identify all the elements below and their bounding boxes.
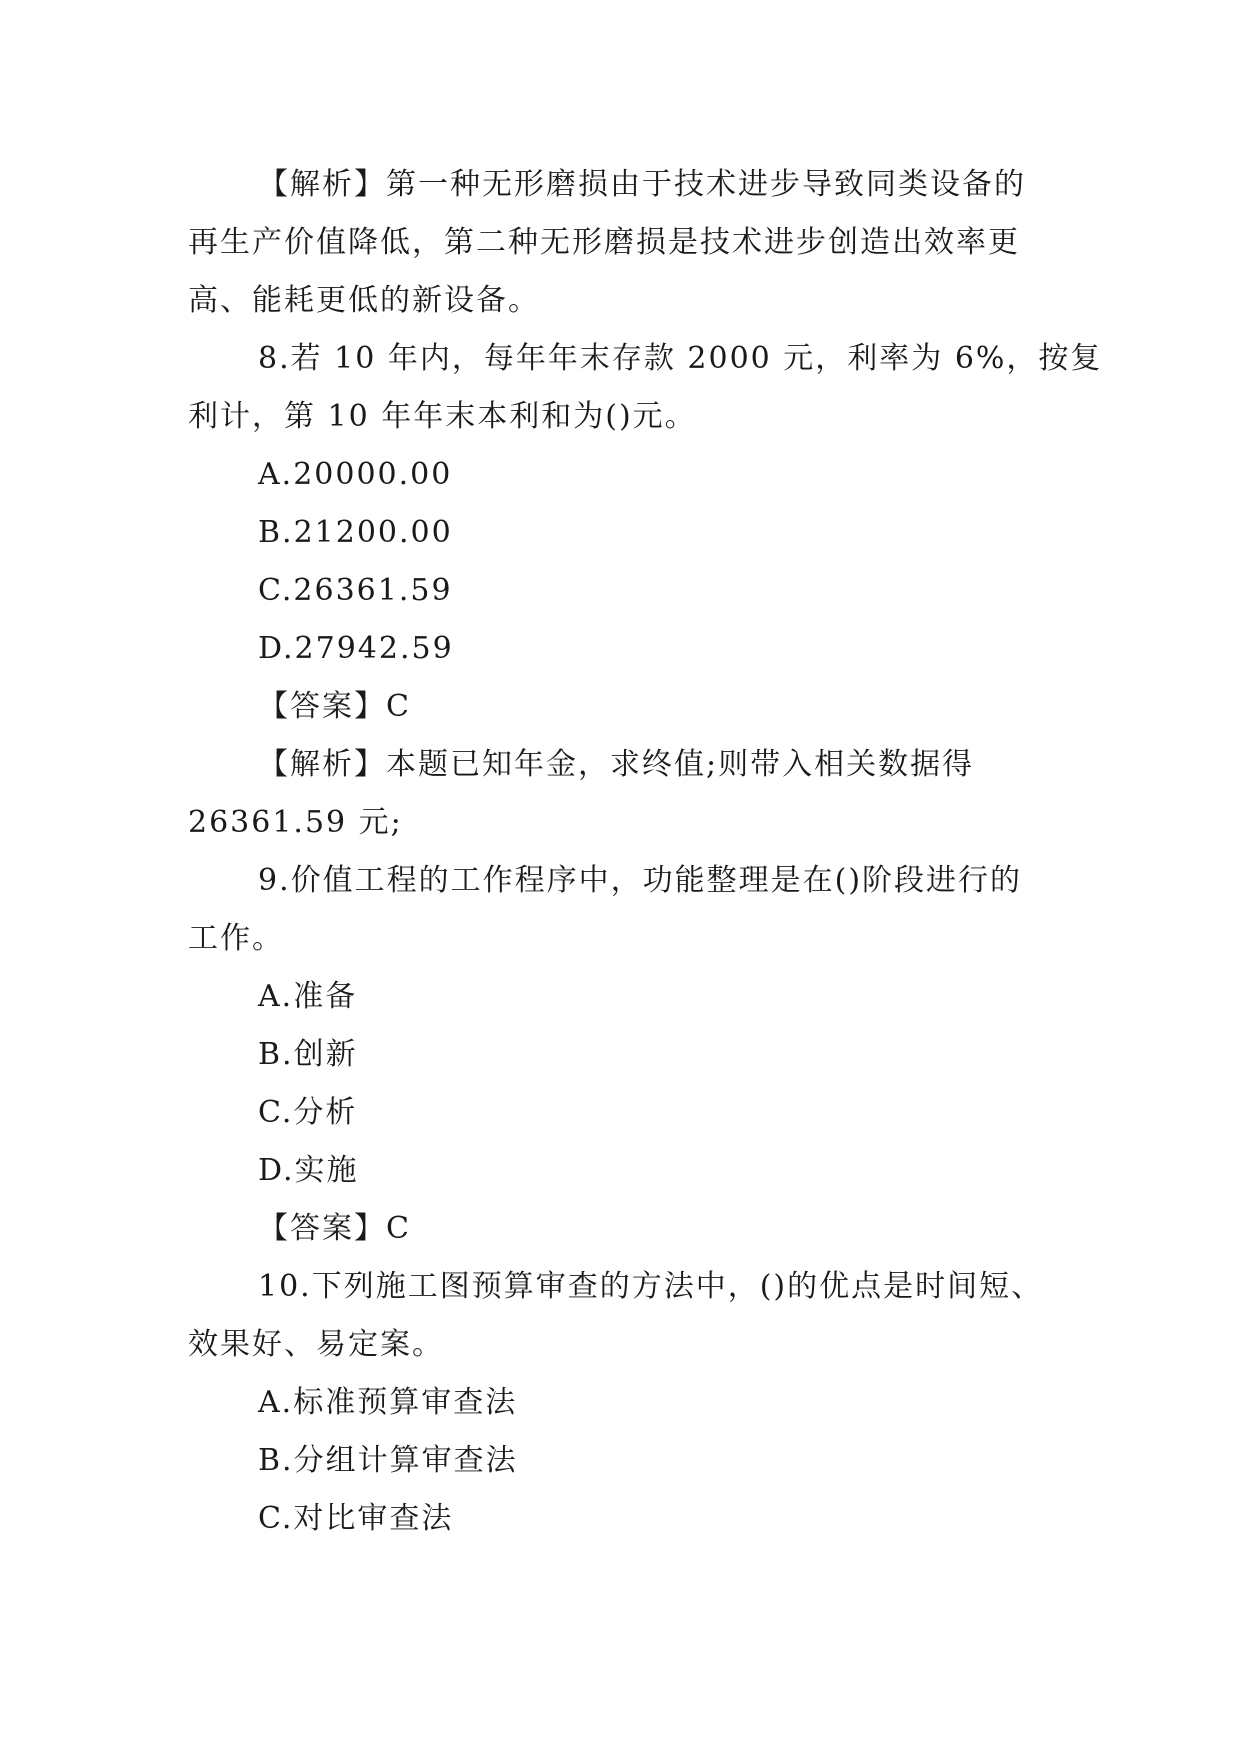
explanation-q7-line-1: 【解析】第一种无形磨损由于技术进步导致同类设备的: [258, 167, 1026, 202]
question-9-option-a: A.准备: [258, 979, 358, 1014]
question-10-option-b: B.分组计算审查法: [258, 1443, 518, 1478]
question-9-stem-line-2: 工作。: [188, 921, 284, 956]
question-8-explanation-line-2: 26361.59 元;: [188, 805, 403, 840]
question-9-stem-line-1: 9.价值工程的工作程序中，功能整理是在()阶段进行的: [258, 863, 1023, 898]
question-8-option-b: B.21200.00: [258, 515, 453, 550]
explanation-q7-line-2: 再生产价值降低，第二种无形磨损是技术进步创造出效率更: [188, 225, 1020, 260]
question-10-stem-line-2: 效果好、易定案。: [188, 1327, 444, 1362]
question-10-option-c: C.对比审查法: [258, 1501, 454, 1536]
question-8-option-c: C.26361.59: [258, 573, 453, 608]
explanation-q7-line-3: 高、能耗更低的新设备。: [188, 283, 540, 318]
question-8-answer: 【答案】C: [258, 689, 411, 724]
question-8-option-a: A.20000.00: [258, 457, 453, 492]
question-8-stem-line-2: 利计，第 10 年年末本利和为()元。: [188, 399, 697, 434]
question-9-option-d: D.实施: [258, 1153, 359, 1188]
question-9-option-b: B.创新: [258, 1037, 358, 1072]
question-10-option-a: A.标准预算审查法: [258, 1385, 518, 1420]
question-8-explanation-line-1: 【解析】本题已知年金，求终值;则带入相关数据得: [258, 747, 975, 782]
question-9-answer: 【答案】C: [258, 1211, 411, 1246]
question-9-option-c: C.分析: [258, 1095, 358, 1130]
question-8-option-d: D.27942.59: [258, 631, 454, 666]
question-8-stem-line-1: 8.若 10 年内，每年年末存款 2000 元，利率为 6%，按复: [258, 341, 1103, 376]
question-10-stem-line-1: 10.下列施工图预算审查的方法中，()的优点是时间短、: [258, 1269, 1044, 1304]
